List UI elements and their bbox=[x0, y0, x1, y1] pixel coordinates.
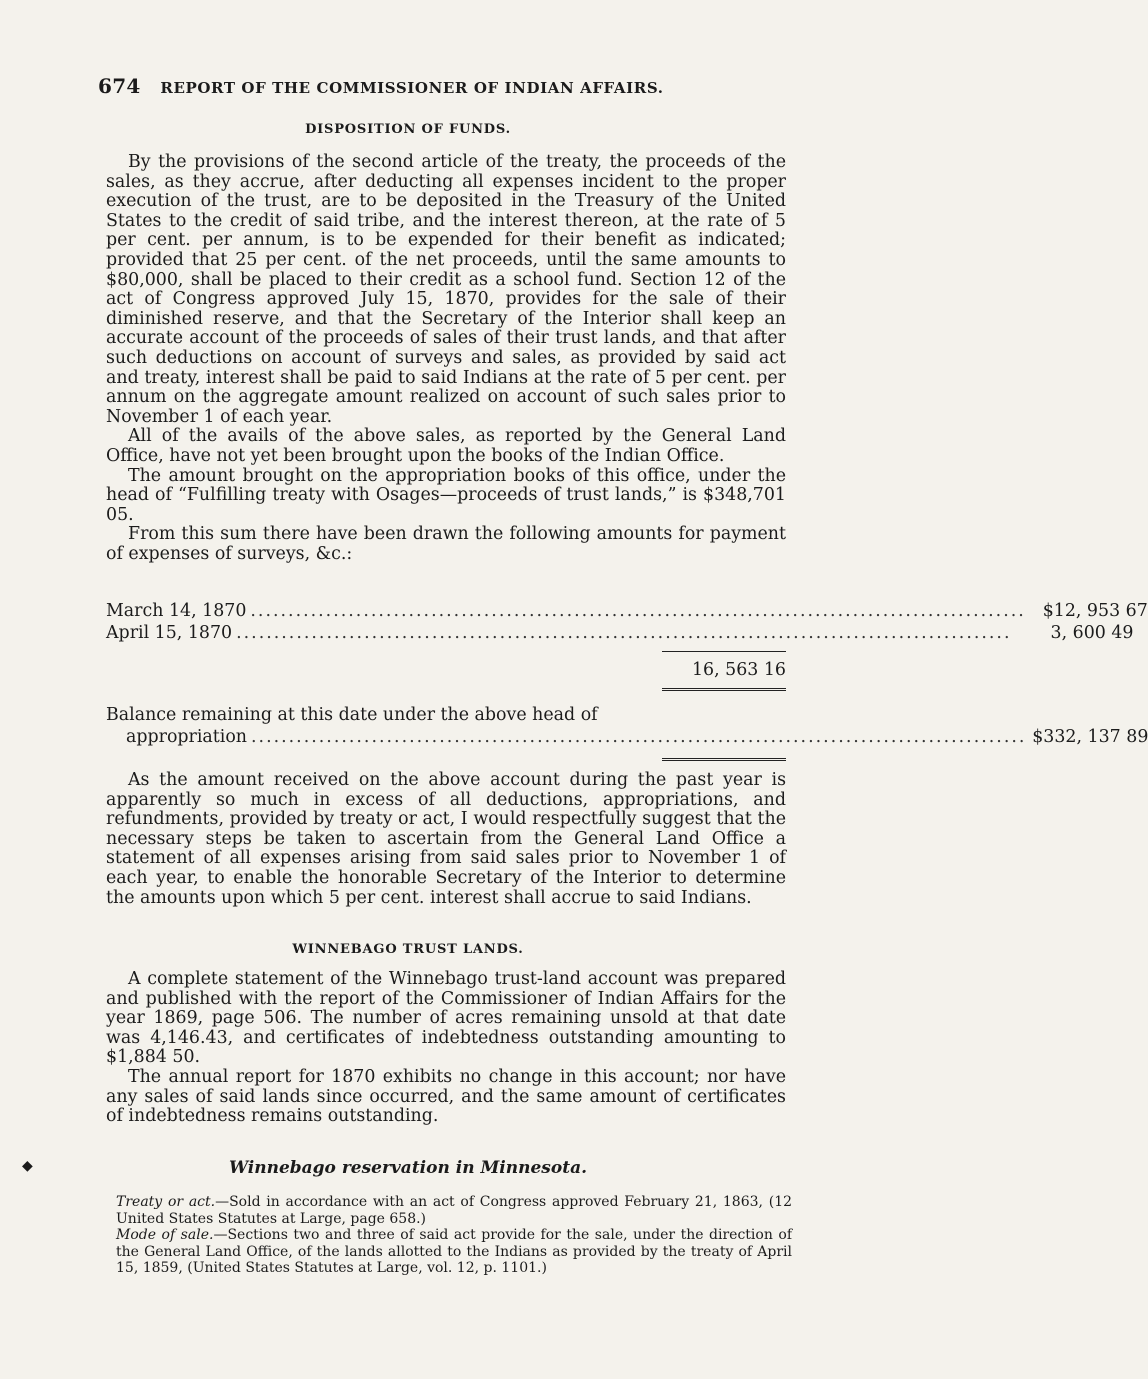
disposition-paragraph-1: By the provisions of the second article of the treaty, the proceeds of the sales, as they accrue, after deducting all expenses incident to the proper execution of the trust, are to be deposited in the Treasury of the United States to the credit of said tribe, and the interest thereon, at the rate of 5 per cent. per annum, is to be expended for their benefit as indicated; provided that 25 per cent. of the net proceeds, until the same amounts to $80,000, shall be placed to their credit as a school fund. Section 12 of the act of Congress approved July 15, 1870, provides for the sale of their diminished reserve, and that the Secretary of the Interior shall keep an accurate account of the proceeds of sales of their trust lands, and that after such deductions on account of surveys and sales, as provided by said act and treaty, interest shall be paid to said Indians at the rate of 5 per cent. per annum on the aggregate amount realized on account of such sales prior to November 1 of each year. bbox=[106, 152, 786, 427]
balance-row-line1 bbox=[106, 705, 786, 727]
balance-row-line2 bbox=[126, 727, 1148, 749]
note-mode-lead: Mode of sale. bbox=[116, 1227, 214, 1243]
note-treaty-text: —Sold in accordance with an act of Congress approved February 21, 1863, (12 United States Statutes at Large, page 658.) bbox=[116, 1194, 793, 1227]
winnebago-paragraph-1: A complete statement of the Winnebago trust-land account was prepared and published with the report of the Commissioner of Indian Affairs for the year 1869, page 506. The number of acres remaining unsold at that date was 4,146.43, and certificates of indebtedness outstanding amounting to $1,884 50. bbox=[106, 969, 786, 1068]
balance-amount: $332, 137 89 bbox=[1032, 727, 1148, 747]
subtotal-rule bbox=[662, 651, 786, 652]
disposition-paragraph-2: All of the avails of the above sales, as reported by the General Land Office, have not yet been brought upon the books of the Indian Office. bbox=[106, 426, 786, 466]
leader-dots: ....................................................................................................... bbox=[236, 623, 1012, 643]
running-header bbox=[98, 74, 798, 98]
ledger-total: 16, 563 16 bbox=[691, 660, 786, 680]
note-treaty bbox=[116, 1194, 792, 1227]
note-mode-of-sale bbox=[116, 1227, 792, 1277]
note-treaty-lead: Treaty or act. bbox=[116, 1194, 216, 1210]
closing-paragraph: As the amount received on the above account during the past year is apparently so much in excess of all deductions, appropriations, and refundments, provided by treaty or act, I would respectfully suggest that the necessary steps be taken to ascertain from the General Land Office a statement of all expenses arising from said sales prior to November 1 of each year, to enable the honorable Secretary of the Interior to determine the amounts upon which 5 per cent. interest shall accrue to said Indians. bbox=[106, 770, 786, 908]
ledger-date: April 15, 1870 bbox=[106, 623, 233, 643]
leader-dots: ....................................................................................................... bbox=[251, 727, 1027, 747]
balance-double-rule bbox=[662, 758, 786, 761]
closing-body bbox=[106, 771, 786, 908]
running-title: REPORT OF THE COMMISSIONER OF INDIAN AFFAIRS. bbox=[160, 79, 664, 97]
margin-mark: ◆ bbox=[22, 1158, 33, 1174]
ledger-amount: $12, 953 67 bbox=[1042, 601, 1148, 621]
ledger-row bbox=[106, 601, 1148, 623]
disposition-heading: DISPOSITION OF FUNDS. bbox=[305, 122, 511, 137]
winnebago-heading: WINNEBAGO TRUST LANDS. bbox=[292, 942, 524, 957]
balance-label: Balance remaining at this date under the above head of bbox=[106, 705, 598, 725]
disposition-body bbox=[106, 153, 786, 564]
leader-dots: ....................................................................................................... bbox=[250, 601, 1026, 621]
total-double-rule bbox=[662, 688, 786, 691]
ledger-row bbox=[106, 623, 1134, 645]
disposition-paragraph-3: The amount brought on the appropriation books of this office, under the head of “Fulfilling treaty with Osages—proceeds of trust lands,” is $348,701 05. bbox=[106, 465, 786, 525]
balance-label-continued: appropriation bbox=[126, 727, 248, 747]
winnebago-paragraph-2: The annual report for 1870 exhibits no change in this account; nor have any sales of said lands since occurred, and the same amount of certificates of indebtedness remains outstanding. bbox=[106, 1066, 786, 1127]
ledger-date: March 14, 1870 bbox=[106, 601, 247, 621]
page-number: 674 bbox=[98, 74, 141, 98]
ledger-amount: 3, 600 49 bbox=[1050, 623, 1134, 643]
winnebago-body bbox=[106, 970, 786, 1127]
reservation-notes bbox=[116, 1194, 792, 1277]
reservation-caption: Winnebago reservation in Minnesota. bbox=[228, 1158, 587, 1178]
disposition-paragraph-4: From this sum there have been drawn the following amounts for payment of expenses of surveys, &c.: bbox=[106, 524, 786, 564]
note-mode-text: —Sections two and three of said act provide for the sale, under the direction of the General Land Office, of the lands allotted to the Indians as provided by the treaty of April 15, 1859, (United States Statutes at Large, vol. 12, p. 1101.) bbox=[116, 1227, 792, 1276]
ledger-total-row bbox=[106, 660, 786, 682]
